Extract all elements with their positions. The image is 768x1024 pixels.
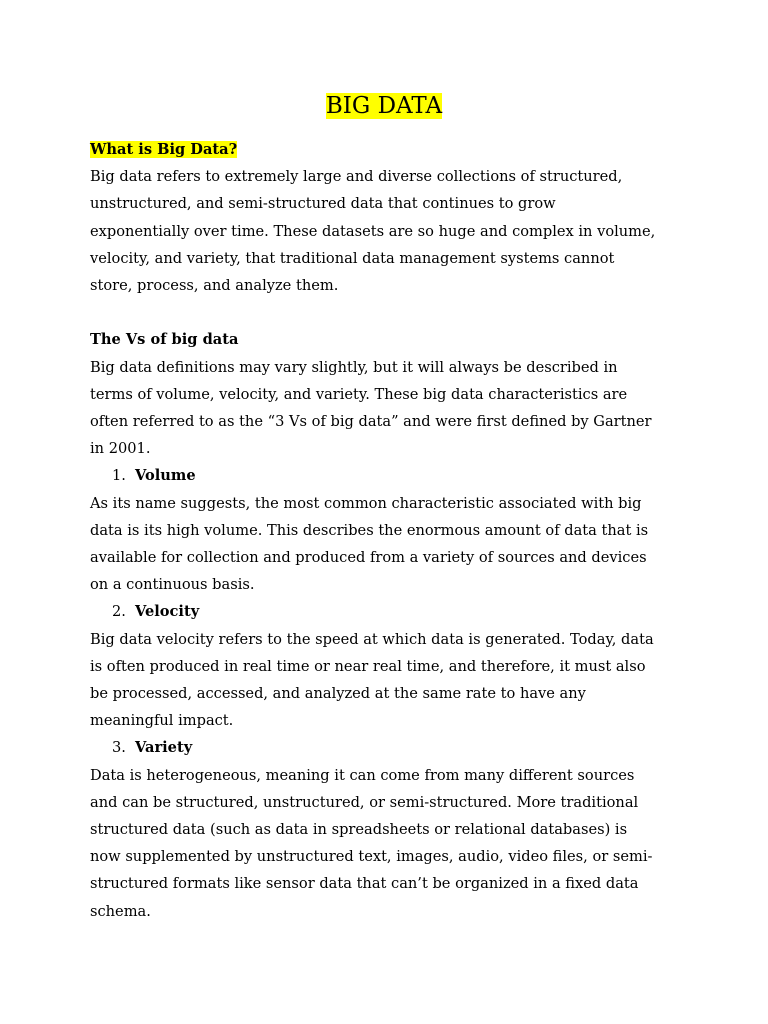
paragraph-line: store, process, and analyze them. [90,277,339,295]
paragraph-line: in 2001. [90,440,151,458]
paragraph-line: unstructured, and semi-structured data that continues to grow [90,195,556,213]
list-item-variety [90,734,690,761]
paragraph-line: schema. [90,902,151,920]
paragraph-line: available for collection and produced from a variety of sources and devices [90,549,647,567]
paragraph-line: now supplemented by unstructured text, images, audio, video files, or semi- [90,848,653,866]
list-number: 2. [112,603,126,621]
heading-highlight: What is Big Data? [90,141,238,158]
paragraph-line: exponentially over time. These datasets are so huge and complex in volume, [90,222,656,240]
list-label: Volume [135,467,196,485]
paragraph-line: terms of volume, velocity, and variety. These big data characteristics are [90,385,628,403]
document-body [90,136,690,925]
paragraph-line: structured data (such as data in spreadsheets or relational databases) is [90,821,628,839]
paragraph-line: on a continuous basis. [90,576,255,594]
paragraph-line: and can be structured, unstructured, or semi-structured. More traditional [90,793,639,811]
list-number: 3. [112,739,126,757]
paragraph-line: Data is heterogeneous, meaning it can come from many different sources [90,766,635,784]
paragraph-line: Big data velocity refers to the speed at which data is generated. Today, data [90,630,654,648]
paragraph-line: As its name suggests, the most common characteristic associated with big [90,494,642,512]
list-item-volume [90,462,690,489]
paragraph-line: meaningful impact. [90,712,234,730]
list-label: Velocity [135,603,200,621]
list-label: Variety [135,739,193,757]
list-number: 1. [112,467,126,485]
section-heading-vs-of-big-data: The Vs of big data [90,331,239,349]
blank-line [90,299,690,326]
paragraph-line: often referred to as the “3 Vs of big data” and were first defined by Gartner [90,413,652,431]
list-item-velocity [90,598,690,625]
document-title [0,91,768,121]
paragraph-line: structured formats like sensor data that can’t be organized in a fixed data [90,875,639,893]
paragraph-line: be processed, accessed, and analyzed at the same rate to have any [90,685,586,703]
section-heading-what-is-big-data [90,136,690,163]
paragraph-line: velocity, and variety, that traditional data management systems cannot [90,249,615,267]
paragraph-line: Big data definitions may vary slightly, but it will always be described in [90,358,618,376]
paragraph-line: data is its high volume. This describes the enormous amount of data that is [90,521,649,539]
title-highlight: BIG DATA [325,93,443,119]
paragraph-line: is often produced in real time or near real time, and therefore, it must also [90,657,646,675]
paragraph-line: Big data refers to extremely large and diverse collections of structured, [90,168,623,186]
